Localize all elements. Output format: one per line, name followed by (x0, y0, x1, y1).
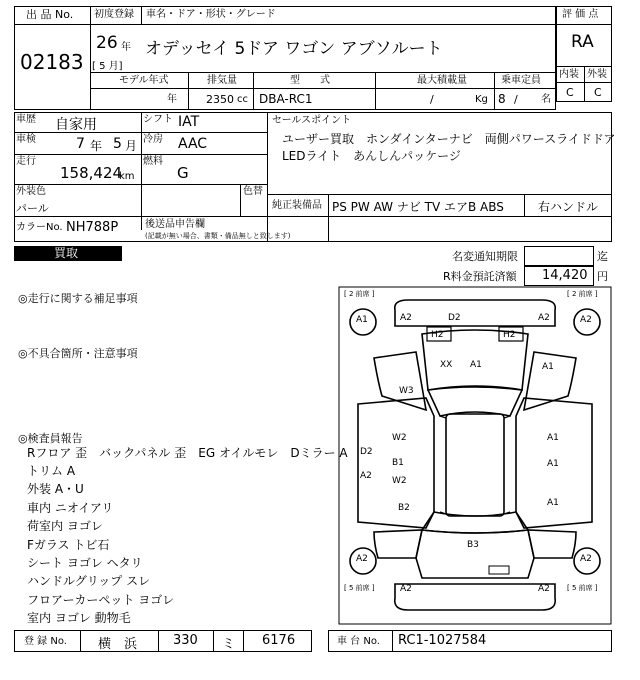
back-door-grade: B3 (467, 540, 479, 550)
displacement-unit: cc (237, 94, 248, 105)
plate-class: 330 (173, 633, 198, 648)
capacity-label: 乗車定員 (501, 75, 541, 86)
inspector-report-label: ◎検査員報告 (18, 432, 83, 445)
recall-unit: 迄 (597, 250, 608, 263)
capacity-value: 8 (498, 92, 506, 106)
legend-bottom-left: [ 5 前席 ] (344, 584, 375, 592)
capacity-unit: 名 (541, 94, 551, 105)
legend-top-right: [ 2 前席 ] (567, 290, 598, 298)
left-side-d2-grade: D2 (360, 447, 373, 457)
max-load-label: 最大積載量 (417, 75, 467, 86)
mileage-label: 走行 (16, 156, 36, 167)
chassis-number: RC1-1027584 (398, 633, 487, 648)
equipment-label: 純正装備品 (272, 200, 322, 211)
headlight-right-grade: H2 (503, 330, 516, 340)
sales-point-label: セールスポイント (272, 115, 352, 126)
interior-grade: C (566, 86, 574, 99)
inspector-line: 室内 ヨゴレ 動物毛 (27, 611, 131, 625)
max-load-unit: Kg (475, 94, 488, 105)
type-label: 型 式 (290, 75, 330, 86)
recycle-label: R料金預託済額 (443, 270, 517, 283)
wheel-fl-grade: A1 (356, 315, 368, 325)
purchase-badge-label: 買取 (54, 246, 79, 260)
displacement-label: 排気量 (207, 75, 237, 86)
fuel-label: 燃料 (143, 156, 163, 167)
exterior-label: 外装 (587, 69, 607, 80)
recall-label: 名変通知期限 (452, 250, 518, 263)
hood-grade-1: XX (440, 360, 453, 370)
history-label: 車歴 (16, 114, 36, 125)
inspector-line: Rフロア 歪 バックパネル 歪 EG オイルモレ Dミラー A (27, 446, 348, 460)
exterior-grade: C (594, 86, 602, 99)
left-rear-door-w2-grade: W2 (392, 476, 407, 486)
right-rear-door-grade: A1 (547, 459, 559, 469)
interior-label: 内装 (559, 69, 579, 80)
docs-label: 後送品申告欄 (145, 219, 205, 230)
right-front-door-grade: A1 (547, 433, 559, 443)
sales-point-line2: LEDライト あんしんパッケージ (282, 149, 461, 163)
car-name-label: 車名・ドア・形状・グレード (146, 9, 276, 20)
left-side-a2-grade: A2 (360, 471, 372, 481)
front-bumper-left-grade: A2 (400, 313, 412, 323)
ac-label: 冷房 (143, 134, 163, 145)
car-name: オデッセイ 5ドア ワゴン アブソルート (145, 39, 443, 59)
wheel-rl-grade: A2 (356, 554, 368, 564)
history-value: 自家用 (55, 117, 97, 133)
mileage-unit: km (119, 171, 135, 182)
exterior-color-label: 外装色 (16, 186, 46, 197)
registration-year: 26 (96, 33, 118, 53)
evaluation-score: RA (571, 32, 594, 52)
recall-value-box (524, 246, 594, 266)
exterior-color-value: パール (16, 202, 49, 215)
inspector-line: 車内 ニオイアリ (27, 501, 114, 515)
right-rear-fender-grade: A1 (547, 498, 559, 508)
wheel-rr-grade: A2 (580, 554, 592, 564)
lot-label: 出 品 No. (26, 8, 74, 21)
plate-label: 登 録 No. (24, 636, 67, 647)
left-rear-door-b1-grade: B1 (392, 458, 404, 468)
inspector-line: Fガラス トビ石 (27, 538, 110, 552)
shift-label: シフト (143, 114, 173, 125)
shift-value: IAT (178, 114, 200, 130)
plate-kana: ミ (222, 637, 236, 652)
capacity-slash: / (514, 93, 518, 106)
mileage-value: 158,424 (60, 164, 123, 182)
chassis-label: 車 台 No. (337, 636, 380, 647)
left-front-fender-grade: W3 (399, 386, 414, 396)
wheel-fr-grade: A2 (580, 315, 592, 325)
defects-label: ◎不具合箇所・注意事項 (18, 347, 138, 360)
color-number-value: NH788P (66, 220, 119, 235)
inspection-year-unit: 年 (90, 139, 103, 153)
headlight-left-grade: H2 (431, 330, 444, 340)
docs-note: (記載が無い場合、書類・備品無しと致します) (145, 232, 291, 240)
inspection-month-unit: 月 (125, 139, 138, 153)
lot-number: 02183 (20, 50, 84, 74)
front-bumper-right-grade: A2 (538, 313, 550, 323)
first-registration-label: 初度登録 (94, 9, 134, 20)
inspection-year: 7 (76, 136, 85, 152)
color-number-label: カラーNo. (16, 222, 63, 233)
steering-value: 右ハンドル (538, 200, 599, 214)
registration-month: [ 5 月] (92, 61, 123, 72)
equipment-value: PS PW AW ナビ TV エアB ABS (332, 200, 504, 214)
inspection-label: 車検 (16, 134, 36, 145)
inspector-line: 外装 A・U (27, 482, 84, 496)
front-bumper-center-grade: D2 (448, 313, 461, 323)
plate-number: 6176 (262, 633, 296, 648)
registration-year-unit: 年 (121, 42, 131, 53)
inspector-line: トリム A (27, 464, 76, 478)
car-damage-diagram (338, 286, 612, 626)
inspector-line: 荷室内 ヨゴレ (27, 519, 103, 533)
recycle-value: 14,420 (542, 268, 588, 283)
evaluation-label: 評 価 点 (562, 9, 599, 20)
legend-bottom-right: [ 5 前席 ] (567, 584, 598, 592)
legend-top-left: [ 2 前席 ] (344, 290, 375, 298)
rear-bumper-left-grade: A2 (400, 584, 412, 594)
inspection-month: 5 (113, 136, 122, 152)
displacement-value: 2350 (206, 93, 234, 106)
sales-point-line1: ユーザー買取 ホンダインターナビ 両側パワースライドドア (282, 132, 616, 146)
model-year-label: モデル年式 (119, 75, 169, 86)
left-rear-fender-grade: B2 (398, 503, 410, 513)
inspector-line: フロアーカーペット ヨゴレ (27, 593, 175, 607)
plate-region: 横 浜 (98, 637, 138, 652)
max-load-slash: / (430, 93, 434, 106)
left-front-door-grade: W2 (392, 433, 407, 443)
inspector-line: ハンドルグリップ スレ (27, 574, 151, 588)
rear-bumper-right-grade: A2 (538, 584, 550, 594)
recycle-unit: 円 (597, 270, 608, 283)
fuel-value: G (177, 164, 189, 182)
color-change-label: 色替 (243, 186, 263, 197)
model-year-unit: 年 (167, 94, 177, 105)
driving-notes-label: ◎走行に関する補足事項 (18, 292, 138, 305)
model-type: DBA-RC1 (259, 92, 313, 106)
ac-value: AAC (178, 136, 208, 152)
inspector-line: シート ヨゴレ ヘタリ (27, 556, 143, 570)
hood-grade-2: A1 (470, 360, 482, 370)
front-right-fender-grade: A1 (542, 362, 554, 372)
